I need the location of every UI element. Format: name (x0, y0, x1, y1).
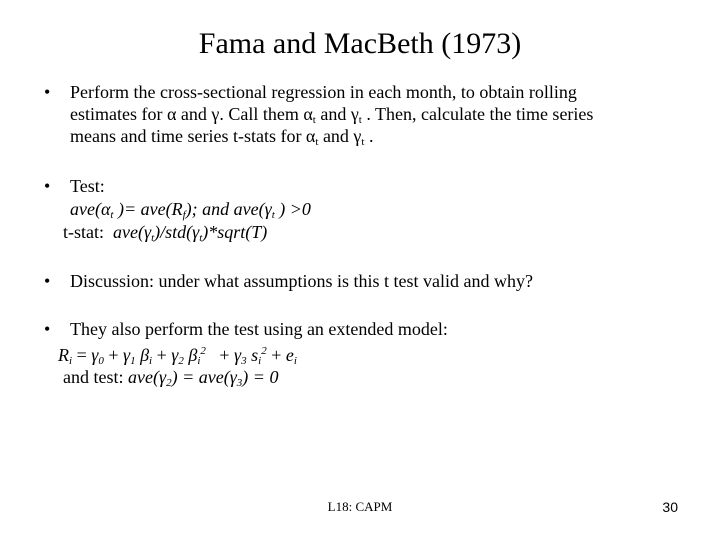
test-label: Test: (70, 176, 105, 196)
slide-title: Fama and MacBeth (1973) (198, 27, 522, 60)
bullet-1-line-1: Perform the cross-sectional regression in each month, to obtain rolling (70, 82, 577, 102)
extended-test-line: and test: $ave(\gamma_2) = ave(\gamma_3) = 0$ (63, 367, 279, 389)
bullet-marker: • (44, 271, 51, 291)
tstat-line: t-stat: $ave(\gamma_t)/std(\gamma_t)*sqrt(T)$ (63, 222, 268, 244)
bullet-marker: • (44, 319, 51, 339)
discussion-text: Discussion: under what assumptions is this t test valid and why? (70, 271, 533, 291)
footer-lecture-label: L18: CAPM (327, 499, 393, 514)
bullet-1-line-2: estimates for α and γ. Call them $\alpha_t$ and $\gamma_t$ . Then, calculate the time series (70, 104, 594, 126)
extended-model-text: They also perform the test using an extended model: (70, 319, 448, 339)
test-hypothesis: $ave(\alpha_t$ )= $ave(R_f)$; and $ave(\gamma_t$ ) >0 (70, 199, 311, 221)
extended-model-equation: $R_i = \gamma_0 + \gamma_1$ $\beta_i + \gamma_2$ $\beta_i^2 + \gamma_3$ $s_i^2 + e_i$ (58, 345, 297, 367)
slide-number: 30 (662, 499, 678, 515)
extended-test-label: and test: (63, 367, 124, 387)
bullet-marker: • (44, 82, 51, 102)
bullet-marker: • (44, 176, 51, 196)
tstat-label: t-stat: (63, 222, 104, 242)
bullet-1-line-3: means and time series t-stats for $\alpha_t$ and $\gamma_t$ . (70, 126, 374, 148)
